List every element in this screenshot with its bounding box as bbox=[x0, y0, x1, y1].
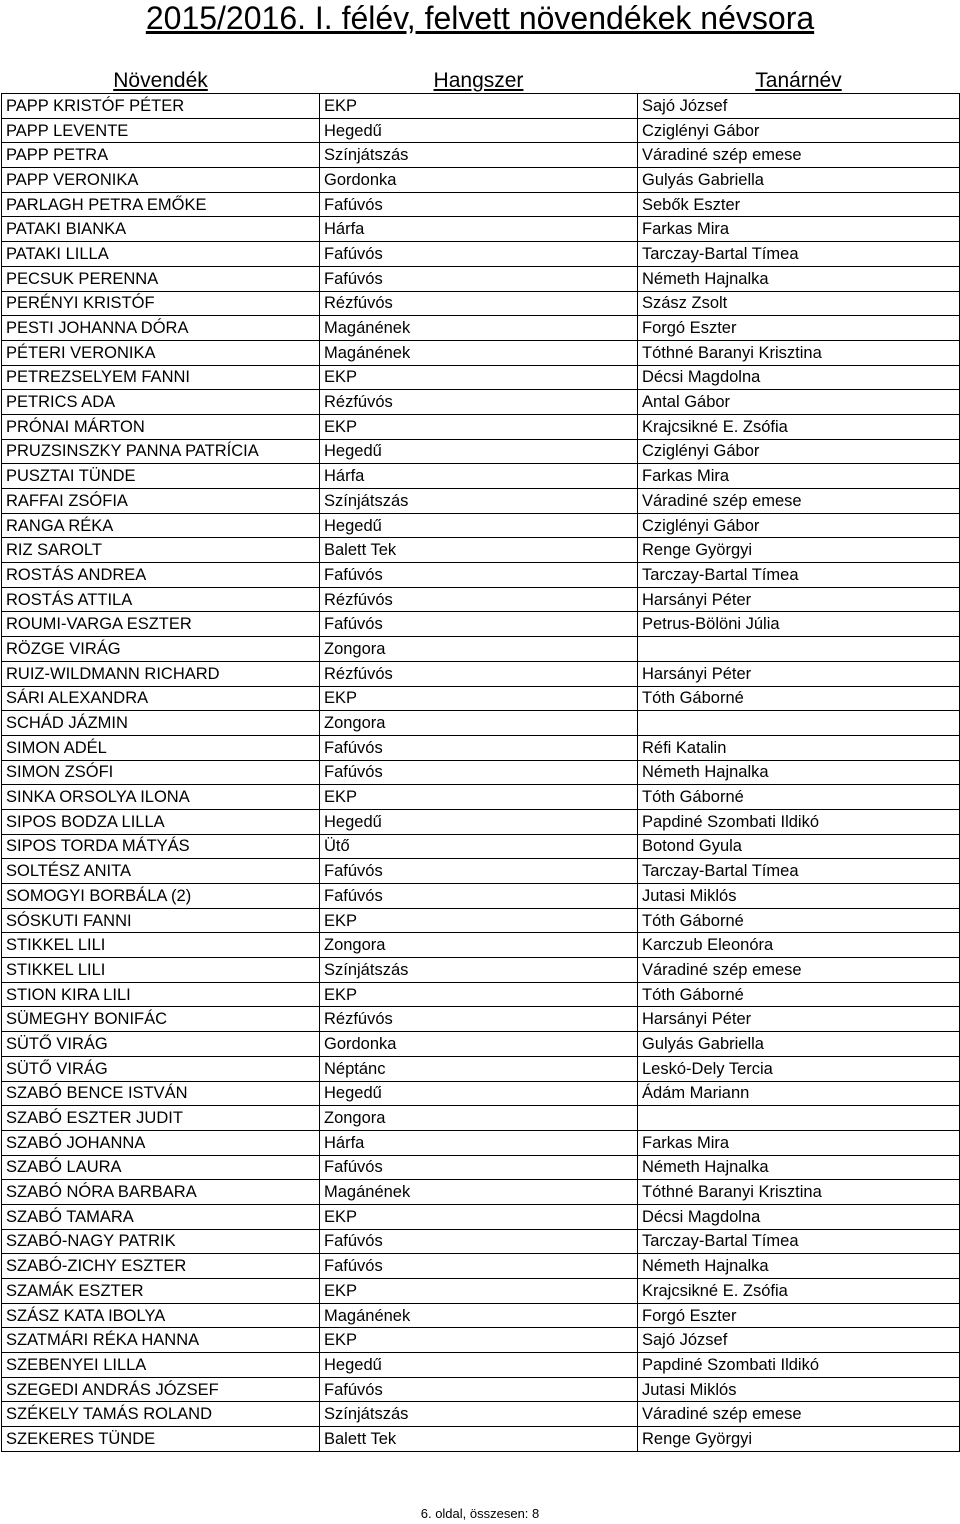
table-row bbox=[2, 192, 960, 217]
teacher-name-cell: Antal Gábor bbox=[638, 390, 960, 415]
teacher-name-cell: Cziglényi Gábor bbox=[638, 118, 960, 143]
instrument-cell: Magánének bbox=[320, 1180, 638, 1205]
teacher-name-cell: Gulyás Gabriella bbox=[638, 168, 960, 193]
instrument-cell: EKP bbox=[320, 1279, 638, 1304]
table-row bbox=[2, 785, 960, 810]
student-name-cell: SZABÓ BENCE ISTVÁN bbox=[2, 1081, 320, 1106]
instrument-cell: Hegedű bbox=[320, 809, 638, 834]
student-name-cell: PRUZSINSZKY PANNA PATRÍCIA bbox=[2, 439, 320, 464]
teacher-name-cell: Farkas Mira bbox=[638, 217, 960, 242]
teacher-name-cell: Cziglényi Gábor bbox=[638, 513, 960, 538]
table-row bbox=[2, 1427, 960, 1452]
teacher-name-cell: Tóth Gáborné bbox=[638, 982, 960, 1007]
teacher-name-cell: Tóthné Baranyi Krisztina bbox=[638, 1180, 960, 1205]
teacher-name-cell: Sajó József bbox=[638, 1328, 960, 1353]
instrument-cell: EKP bbox=[320, 1204, 638, 1229]
table-row bbox=[2, 1303, 960, 1328]
instrument-cell: Balett Tek bbox=[320, 1427, 638, 1452]
instrument-cell: Magánének bbox=[320, 340, 638, 365]
student-name-cell: SZABÓ LAURA bbox=[2, 1155, 320, 1180]
student-name-cell: RIZ SAROLT bbox=[2, 538, 320, 563]
teacher-name-cell: Renge Györgyi bbox=[638, 538, 960, 563]
instrument-cell: Fafúvós bbox=[320, 1377, 638, 1402]
instrument-cell: EKP bbox=[320, 785, 638, 810]
column-header-student: Növendék bbox=[113, 69, 208, 92]
table-row bbox=[2, 217, 960, 242]
instrument-cell: Rézfúvós bbox=[320, 661, 638, 686]
table-row bbox=[2, 1279, 960, 1304]
page-footer: 6. oldal, összesen: 8 bbox=[420, 1506, 540, 1521]
teacher-name-cell: Ádám Mariann bbox=[638, 1081, 960, 1106]
table-row bbox=[2, 982, 960, 1007]
table-row bbox=[2, 1007, 960, 1032]
student-name-cell: SÓSKUTI FANNI bbox=[2, 908, 320, 933]
instrument-cell: Fafúvós bbox=[320, 1254, 638, 1279]
student-name-cell: PRÓNAI MÁRTON bbox=[2, 414, 320, 439]
table-row bbox=[2, 958, 960, 983]
instrument-cell: Fafúvós bbox=[320, 1229, 638, 1254]
table-row bbox=[2, 390, 960, 415]
student-name-cell: SIMON ZSÓFI bbox=[2, 760, 320, 785]
student-name-cell: SZEKERES TÜNDE bbox=[2, 1427, 320, 1452]
student-name-cell: ROUMI-VARGA ESZTER bbox=[2, 612, 320, 637]
instrument-cell: Gordonka bbox=[320, 168, 638, 193]
student-name-cell: SZEBENYEI LILLA bbox=[2, 1353, 320, 1378]
instrument-cell: Hegedű bbox=[320, 1081, 638, 1106]
teacher-name-cell: Forgó Eszter bbox=[638, 1303, 960, 1328]
student-name-cell: SCHÁD JÁZMIN bbox=[2, 711, 320, 736]
teacher-name-cell: Réfi Katalin bbox=[638, 735, 960, 760]
table-row bbox=[2, 1106, 960, 1131]
student-name-cell: SZAMÁK ESZTER bbox=[2, 1279, 320, 1304]
teacher-name-cell: Harsányi Péter bbox=[638, 1007, 960, 1032]
teacher-name-cell: Szász Zsolt bbox=[638, 291, 960, 316]
table-row bbox=[2, 834, 960, 859]
teacher-name-cell: Krajcsikné E. Zsófia bbox=[638, 414, 960, 439]
table-row bbox=[2, 94, 960, 119]
instrument-cell: Zongora bbox=[320, 711, 638, 736]
table-row bbox=[2, 884, 960, 909]
column-header-instrument: Hangszer bbox=[433, 69, 524, 92]
teacher-name-cell bbox=[638, 711, 960, 736]
table-row bbox=[2, 242, 960, 267]
instrument-cell: Színjátszás bbox=[320, 1402, 638, 1427]
teacher-name-cell: Farkas Mira bbox=[638, 464, 960, 489]
teacher-name-cell: Váradiné szép emese bbox=[638, 958, 960, 983]
student-name-cell: SINKA ORSOLYA ILONA bbox=[2, 785, 320, 810]
instrument-cell: Hegedű bbox=[320, 439, 638, 464]
table-row bbox=[2, 612, 960, 637]
instrument-cell: Gordonka bbox=[320, 1032, 638, 1057]
student-name-cell: PATAKI BIANKA bbox=[2, 217, 320, 242]
table-row bbox=[2, 365, 960, 390]
table-row bbox=[2, 1254, 960, 1279]
teacher-name-cell: Tóth Gáborné bbox=[638, 908, 960, 933]
table-row bbox=[2, 513, 960, 538]
instrument-cell: Zongora bbox=[320, 637, 638, 662]
table-row bbox=[2, 563, 960, 588]
table-row bbox=[2, 414, 960, 439]
teacher-name-cell: Jutasi Miklós bbox=[638, 884, 960, 909]
teacher-name-cell: Renge Györgyi bbox=[638, 1427, 960, 1452]
instrument-cell: Zongora bbox=[320, 1106, 638, 1131]
table-row bbox=[2, 809, 960, 834]
table-row bbox=[2, 859, 960, 884]
table-row bbox=[2, 1328, 960, 1353]
table-row bbox=[2, 1180, 960, 1205]
instrument-cell: Színjátszás bbox=[320, 489, 638, 514]
student-name-cell: SZABÓ-ZICHY ESZTER bbox=[2, 1254, 320, 1279]
teacher-name-cell: Papdiné Szombati Ildikó bbox=[638, 809, 960, 834]
student-name-cell: SZABÓ ESZTER JUDIT bbox=[2, 1106, 320, 1131]
student-name-cell: SZATMÁRI RÉKA HANNA bbox=[2, 1328, 320, 1353]
table-row bbox=[2, 735, 960, 760]
instrument-cell: Néptánc bbox=[320, 1056, 638, 1081]
teacher-name-cell: Tarczay-Bartal Tímea bbox=[638, 563, 960, 588]
instrument-cell: Rézfúvós bbox=[320, 291, 638, 316]
instrument-cell: Fafúvós bbox=[320, 760, 638, 785]
instrument-cell: Fafúvós bbox=[320, 859, 638, 884]
student-name-cell: STION KIRA LILI bbox=[2, 982, 320, 1007]
student-name-cell: SZABÓ TAMARA bbox=[2, 1204, 320, 1229]
student-name-cell: SOLTÉSZ ANITA bbox=[2, 859, 320, 884]
column-header-teacher: Tanárnév bbox=[755, 69, 842, 92]
student-name-cell: PAPP VERONIKA bbox=[2, 168, 320, 193]
instrument-cell: EKP bbox=[320, 686, 638, 711]
table-row bbox=[2, 1402, 960, 1427]
table-row bbox=[2, 1204, 960, 1229]
student-name-cell: SZÁSZ KATA IBOLYA bbox=[2, 1303, 320, 1328]
student-name-cell: SIPOS TORDA MÁTYÁS bbox=[2, 834, 320, 859]
teacher-name-cell: Krajcsikné E. Zsófia bbox=[638, 1279, 960, 1304]
instrument-cell: Hegedű bbox=[320, 513, 638, 538]
instrument-cell: Magánének bbox=[320, 1303, 638, 1328]
teacher-name-cell: Botond Gyula bbox=[638, 834, 960, 859]
student-name-cell: PETRICS ADA bbox=[2, 390, 320, 415]
table-row bbox=[2, 908, 960, 933]
instrument-cell: EKP bbox=[320, 908, 638, 933]
student-name-cell: SÜMEGHY BONIFÁC bbox=[2, 1007, 320, 1032]
table-row bbox=[2, 760, 960, 785]
table-row bbox=[2, 1155, 960, 1180]
student-name-cell: PUSZTAI TÜNDE bbox=[2, 464, 320, 489]
instrument-cell: Hegedű bbox=[320, 118, 638, 143]
table-row bbox=[2, 1032, 960, 1057]
table-row bbox=[2, 711, 960, 736]
student-name-cell: SOMOGYI BORBÁLA (2) bbox=[2, 884, 320, 909]
table-row bbox=[2, 143, 960, 168]
table-row bbox=[2, 538, 960, 563]
teacher-name-cell: Tóthné Baranyi Krisztina bbox=[638, 340, 960, 365]
teacher-name-cell: Tarczay-Bartal Tímea bbox=[638, 859, 960, 884]
teacher-name-cell: Váradiné szép emese bbox=[638, 489, 960, 514]
student-name-cell: ROSTÁS ANDREA bbox=[2, 563, 320, 588]
table-row bbox=[2, 686, 960, 711]
table-row bbox=[2, 489, 960, 514]
table-row bbox=[2, 439, 960, 464]
student-name-cell: RÖZGE VIRÁG bbox=[2, 637, 320, 662]
student-name-cell: SIMON ADÉL bbox=[2, 735, 320, 760]
instrument-cell: Rézfúvós bbox=[320, 587, 638, 612]
table-row bbox=[2, 291, 960, 316]
instrument-cell: Fafúvós bbox=[320, 242, 638, 267]
student-name-cell: PECSUK PERENNA bbox=[2, 266, 320, 291]
instrument-cell: Fafúvós bbox=[320, 563, 638, 588]
table-row bbox=[2, 1229, 960, 1254]
instrument-cell: Színjátszás bbox=[320, 143, 638, 168]
student-name-cell: RANGA RÉKA bbox=[2, 513, 320, 538]
instrument-cell: EKP bbox=[320, 365, 638, 390]
table-row bbox=[2, 464, 960, 489]
student-name-cell: SIPOS BODZA LILLA bbox=[2, 809, 320, 834]
table-row bbox=[2, 118, 960, 143]
instrument-cell: EKP bbox=[320, 1328, 638, 1353]
teacher-name-cell: Váradiné szép emese bbox=[638, 1402, 960, 1427]
instrument-cell: Fafúvós bbox=[320, 192, 638, 217]
instrument-cell: Ütő bbox=[320, 834, 638, 859]
table-row bbox=[2, 1130, 960, 1155]
teacher-name-cell: Forgó Eszter bbox=[638, 316, 960, 341]
teacher-name-cell: Décsi Magdolna bbox=[638, 365, 960, 390]
table-row bbox=[2, 1056, 960, 1081]
instrument-cell: Rézfúvós bbox=[320, 390, 638, 415]
teacher-name-cell: Petrus-Bölöni Júlia bbox=[638, 612, 960, 637]
teacher-name-cell: Váradiné szép emese bbox=[638, 143, 960, 168]
teacher-name-cell: Németh Hajnalka bbox=[638, 1155, 960, 1180]
student-name-cell: RAFFAI ZSÓFIA bbox=[2, 489, 320, 514]
teacher-name-cell bbox=[638, 637, 960, 662]
student-name-cell: STIKKEL LILI bbox=[2, 958, 320, 983]
student-name-cell: SZABÓ JOHANNA bbox=[2, 1130, 320, 1155]
teacher-name-cell: Németh Hajnalka bbox=[638, 760, 960, 785]
teacher-name-cell: Sebők Eszter bbox=[638, 192, 960, 217]
teacher-name-cell: Németh Hajnalka bbox=[638, 1254, 960, 1279]
instrument-cell: Hárfa bbox=[320, 217, 638, 242]
student-name-cell: PERÉNYI KRISTÓF bbox=[2, 291, 320, 316]
table-row bbox=[2, 1081, 960, 1106]
student-name-cell: SÜTŐ VIRÁG bbox=[2, 1032, 320, 1057]
instrument-cell: Színjátszás bbox=[320, 958, 638, 983]
teacher-name-cell: Tarczay-Bartal Tímea bbox=[638, 1229, 960, 1254]
student-name-cell: PAPP LEVENTE bbox=[2, 118, 320, 143]
student-name-cell: STIKKEL LILI bbox=[2, 933, 320, 958]
teacher-name-cell: Leskó-Dely Tercia bbox=[638, 1056, 960, 1081]
student-name-cell: SZABÓ-NAGY PATRIK bbox=[2, 1229, 320, 1254]
teacher-name-cell: Cziglényi Gábor bbox=[638, 439, 960, 464]
student-name-cell: SZABÓ NÓRA BARBARA bbox=[2, 1180, 320, 1205]
table-row bbox=[2, 637, 960, 662]
teacher-name-cell: Tóth Gáborné bbox=[638, 686, 960, 711]
student-name-cell: RUIZ-WILDMANN RICHARD bbox=[2, 661, 320, 686]
instrument-cell: Zongora bbox=[320, 933, 638, 958]
instrument-cell: Balett Tek bbox=[320, 538, 638, 563]
instrument-cell: Fafúvós bbox=[320, 1155, 638, 1180]
teacher-name-cell: Sajó József bbox=[638, 94, 960, 119]
teacher-name-cell: Tóth Gáborné bbox=[638, 785, 960, 810]
table-row bbox=[2, 340, 960, 365]
page-title: 2015/2016. I. félév, felvett növendékek névsora bbox=[145, 0, 815, 36]
instrument-cell: Fafúvós bbox=[320, 612, 638, 637]
teacher-name-cell: Gulyás Gabriella bbox=[638, 1032, 960, 1057]
instrument-cell: Hárfa bbox=[320, 1130, 638, 1155]
student-name-cell: PETREZSELYEM FANNI bbox=[2, 365, 320, 390]
teacher-name-cell: Papdiné Szombati Ildikó bbox=[638, 1353, 960, 1378]
roster-table bbox=[1, 68, 960, 1452]
instrument-cell: Hegedű bbox=[320, 1353, 638, 1378]
student-name-cell: PATAKI LILLA bbox=[2, 242, 320, 267]
instrument-cell: Fafúvós bbox=[320, 884, 638, 909]
table-row bbox=[2, 933, 960, 958]
teacher-name-cell: Harsányi Péter bbox=[638, 661, 960, 686]
student-name-cell: PESTI JOHANNA DÓRA bbox=[2, 316, 320, 341]
header-row bbox=[2, 68, 960, 94]
teacher-name-cell: Farkas Mira bbox=[638, 1130, 960, 1155]
teacher-name-cell bbox=[638, 1106, 960, 1131]
table-row bbox=[2, 266, 960, 291]
instrument-cell: Rézfúvós bbox=[320, 1007, 638, 1032]
table-row bbox=[2, 168, 960, 193]
student-name-cell: PARLAGH PETRA EMŐKE bbox=[2, 192, 320, 217]
table-row bbox=[2, 587, 960, 612]
student-name-cell: PAPP KRISTÓF PÉTER bbox=[2, 94, 320, 119]
table-row bbox=[2, 1377, 960, 1402]
student-name-cell: SÜTŐ VIRÁG bbox=[2, 1056, 320, 1081]
teacher-name-cell: Jutasi Miklós bbox=[638, 1377, 960, 1402]
instrument-cell: EKP bbox=[320, 414, 638, 439]
student-name-cell: PÉTERI VERONIKA bbox=[2, 340, 320, 365]
instrument-cell: Fafúvós bbox=[320, 735, 638, 760]
teacher-name-cell: Tarczay-Bartal Tímea bbox=[638, 242, 960, 267]
table-row bbox=[2, 316, 960, 341]
student-name-cell: PAPP PETRA bbox=[2, 143, 320, 168]
table-row bbox=[2, 661, 960, 686]
table-row bbox=[2, 1353, 960, 1378]
instrument-cell: Hárfa bbox=[320, 464, 638, 489]
instrument-cell: EKP bbox=[320, 94, 638, 119]
student-name-cell: SZÉKELY TAMÁS ROLAND bbox=[2, 1402, 320, 1427]
instrument-cell: Fafúvós bbox=[320, 266, 638, 291]
student-name-cell: SZEGEDI ANDRÁS JÓZSEF bbox=[2, 1377, 320, 1402]
teacher-name-cell: Karczub Eleonóra bbox=[638, 933, 960, 958]
teacher-name-cell: Harsányi Péter bbox=[638, 587, 960, 612]
teacher-name-cell: Décsi Magdolna bbox=[638, 1204, 960, 1229]
student-name-cell: ROSTÁS ATTILA bbox=[2, 587, 320, 612]
instrument-cell: Magánének bbox=[320, 316, 638, 341]
teacher-name-cell: Németh Hajnalka bbox=[638, 266, 960, 291]
roster-body bbox=[2, 94, 960, 1452]
instrument-cell: EKP bbox=[320, 982, 638, 1007]
student-name-cell: SÁRI ALEXANDRA bbox=[2, 686, 320, 711]
